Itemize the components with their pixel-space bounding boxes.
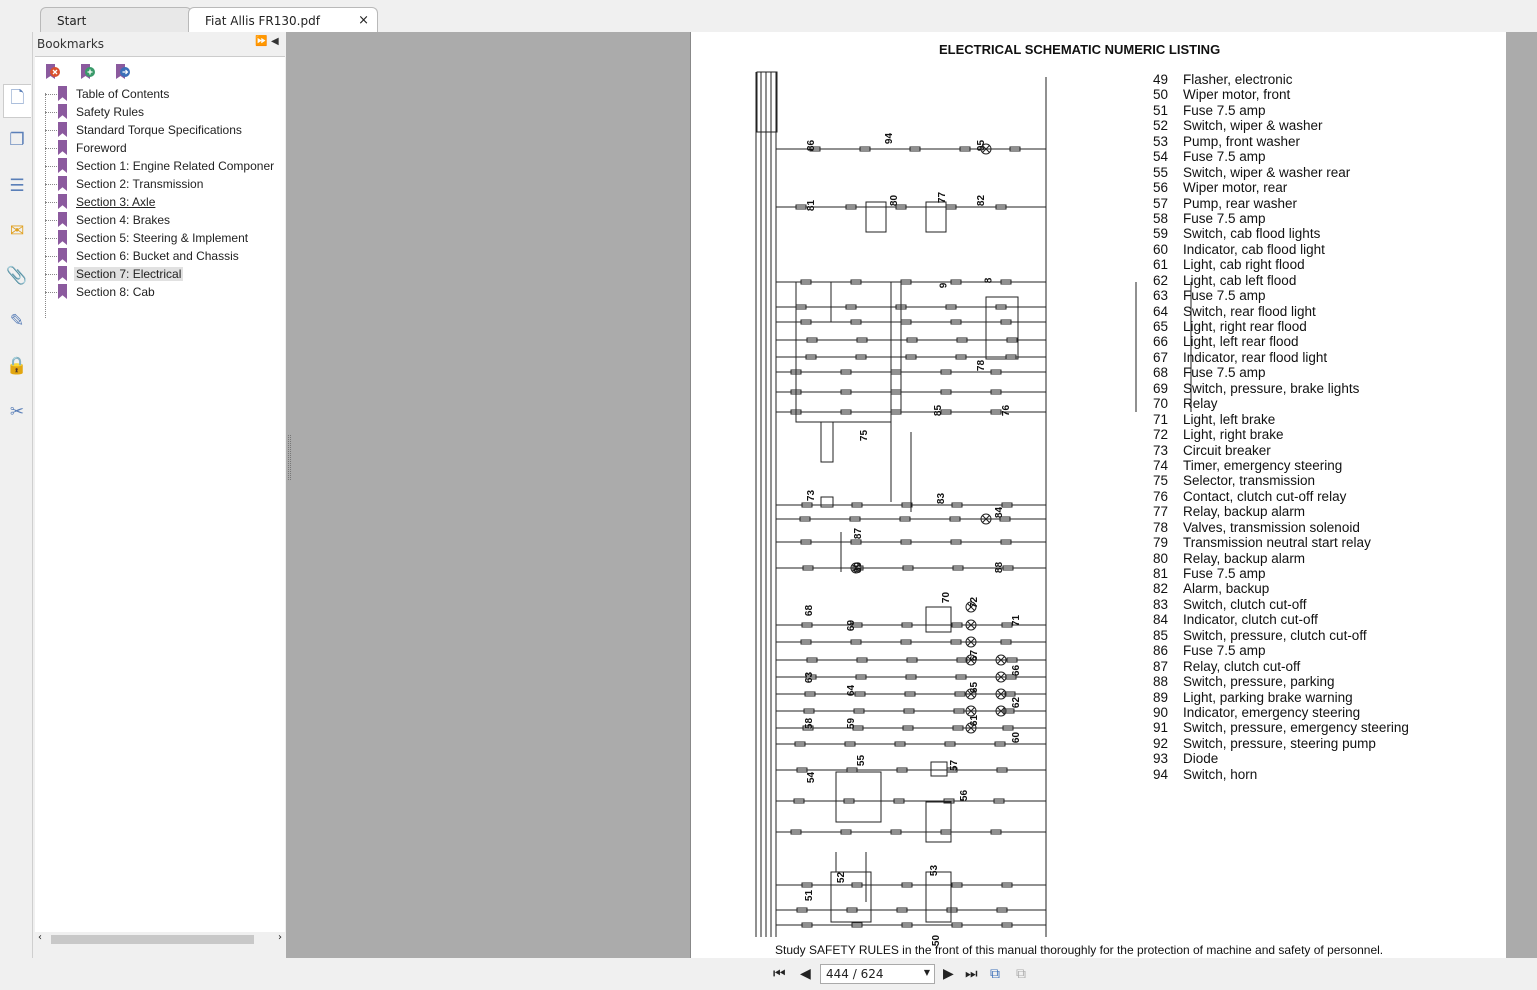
bookmark-icon	[58, 230, 67, 245]
component-number: 78	[1152, 519, 1168, 535]
attachment-icon[interactable]: 📎	[6, 266, 28, 286]
component-number: 60	[1152, 241, 1168, 257]
navigation-toolbar	[0, 958, 1537, 990]
listing-row	[1146, 597, 1466, 612]
component-number: 75	[1152, 473, 1168, 489]
component-number: 89	[1152, 689, 1168, 705]
schematic-component-label: 85	[933, 404, 945, 417]
bookmark-icon	[58, 284, 67, 299]
listing-row	[1146, 751, 1466, 766]
component-description: Relay	[1183, 396, 1218, 412]
listing-row	[1146, 196, 1466, 211]
schematic-component-label: 65	[969, 681, 981, 694]
component-description: Light, parking brake warning	[1183, 689, 1353, 705]
component-number: 63	[1152, 288, 1168, 304]
schematic-component-label: 58	[804, 717, 816, 730]
component-description: Relay, backup alarm	[1183, 550, 1306, 566]
tab-document[interactable]	[188, 7, 378, 32]
listing-row	[1146, 165, 1466, 180]
schematic-component-label: 61	[969, 714, 981, 727]
component-number: 57	[1152, 195, 1168, 211]
last-page-button[interactable]: ⏭	[965, 966, 978, 982]
bookmark-label: Section 8: Cab	[76, 285, 155, 299]
component-description: Wiper motor, front	[1183, 87, 1291, 103]
component-number: 72	[1152, 427, 1168, 443]
schematic-component-label: 56	[959, 789, 971, 802]
component-number: 56	[1152, 180, 1168, 196]
chevron-down-icon[interactable]: ▼	[923, 968, 930, 977]
delete-bookmark-icon[interactable]	[45, 64, 59, 80]
schematic-component-label: 55	[856, 754, 868, 767]
panel-splitter[interactable]	[288, 435, 291, 480]
component-number: 55	[1152, 164, 1168, 180]
component-description: Light, right rear flood	[1183, 319, 1307, 334]
component-number: 79	[1152, 535, 1168, 551]
schematic-component-label: 75	[859, 429, 871, 442]
listing-row	[1146, 381, 1466, 396]
component-description: Fuse 7.5 amp	[1183, 210, 1266, 226]
component-description: Light, cab right flood	[1183, 257, 1305, 273]
component-description: Switch, pressure, clutch cut-off	[1183, 627, 1367, 643]
component-number: 90	[1152, 704, 1168, 720]
listing-row	[1146, 118, 1466, 133]
go-to-bookmark-icon[interactable]	[115, 64, 129, 80]
component-number: 67	[1152, 349, 1168, 365]
component-number: 76	[1152, 488, 1168, 504]
listing-row	[1146, 643, 1466, 658]
schematic-component-label: 69	[846, 619, 858, 632]
bookmark-label: Section 2: Transmission	[76, 177, 204, 191]
tab-label: Fiat Allis FR130.pdf	[205, 14, 320, 28]
component-number: 73	[1152, 442, 1168, 458]
component-number: 54	[1152, 149, 1168, 165]
component-description: Light, right brake	[1183, 427, 1284, 443]
component-number: 66	[1152, 334, 1168, 350]
listing-row	[1146, 458, 1466, 473]
component-number: 69	[1152, 380, 1168, 396]
component-description: Switch, rear flood light	[1183, 303, 1316, 319]
numeric-listing	[1146, 72, 1466, 782]
schematic-component-label: 95	[976, 139, 988, 152]
listing-row	[1146, 443, 1466, 458]
bookmark-icon	[58, 212, 67, 227]
component-description: Switch, clutch cut-off	[1183, 596, 1307, 612]
listing-row	[1146, 628, 1466, 643]
listing-row	[1146, 103, 1466, 118]
component-number: 88	[1152, 674, 1168, 690]
component-number: 70	[1152, 396, 1168, 412]
component-number: 81	[1152, 566, 1168, 581]
component-number: 52	[1152, 118, 1168, 134]
listing-row	[1146, 659, 1466, 674]
component-number: 85	[1152, 627, 1168, 643]
component-description: Fuse 7.5 amp	[1183, 365, 1266, 381]
listing-row	[1146, 566, 1466, 581]
component-number: 58	[1152, 210, 1168, 226]
schematic-component-label: 63	[804, 671, 816, 684]
schematic-component-label: 94	[884, 132, 896, 145]
component-description: Switch, wiper & washer rear	[1183, 164, 1351, 180]
component-description: Fuse 7.5 amp	[1183, 288, 1266, 304]
listing-row	[1146, 551, 1466, 566]
schematic-component-label: 82	[976, 194, 988, 207]
component-description: Indicator, emergency steering	[1183, 704, 1361, 720]
component-description: Fuse 7.5 amp	[1183, 102, 1266, 118]
schematic-component-label: 89	[853, 561, 865, 574]
bookmark-icon	[58, 248, 67, 263]
panel-title: Bookmarks	[37, 37, 105, 51]
side-icon-rail	[0, 32, 33, 958]
schematic-component-label: 8	[983, 277, 995, 284]
collapse-panel-icon[interactable]: ◀	[271, 36, 279, 47]
component-description: Switch, wiper & washer	[1183, 118, 1323, 134]
bookmarks-panel	[33, 32, 285, 958]
component-number: 59	[1152, 226, 1168, 242]
component-description: Fuse 7.5 amp	[1183, 643, 1266, 659]
schematic-component-label: 9	[938, 282, 950, 289]
listing-row	[1146, 242, 1466, 257]
component-description: Alarm, backup	[1183, 581, 1270, 597]
schematic-component-label: 87	[853, 527, 865, 540]
page-number-value: 444 / 624	[826, 967, 884, 981]
listing-row	[1146, 412, 1466, 427]
bookmark-label: Section 5: Steering & Implement	[76, 231, 249, 245]
bookmark-label: Section 6: Bucket and Chassis	[76, 249, 239, 263]
bookmark-icon	[58, 104, 67, 119]
component-description: Switch, pressure, emergency steering	[1183, 720, 1409, 736]
listing-row	[1146, 134, 1466, 149]
component-number: 51	[1152, 102, 1168, 118]
component-number: 62	[1152, 272, 1168, 288]
vertical-scroll-area[interactable]	[1506, 32, 1537, 958]
listing-row	[1146, 350, 1466, 365]
bookmark-label: Safety Rules	[76, 105, 145, 119]
component-number: 91	[1152, 720, 1168, 736]
listing-row	[1146, 396, 1466, 411]
component-description: Indicator, cab flood light	[1183, 241, 1325, 257]
pdf-page	[690, 32, 1506, 958]
component-number: 87	[1152, 658, 1168, 674]
tab-label: Start	[57, 14, 87, 28]
listing-row	[1146, 304, 1466, 319]
schematic-component-label: 84	[994, 506, 1006, 519]
first-page-button[interactable]: ⏮	[773, 966, 786, 982]
listing-row	[1146, 504, 1466, 519]
schematic-component-label: 83	[936, 492, 948, 505]
expand-panel-icon[interactable]: ⏩	[255, 36, 268, 47]
listing-row	[1146, 581, 1466, 596]
component-description: Fuse 7.5 amp	[1183, 149, 1266, 165]
listing-row	[1146, 720, 1466, 735]
listing-row	[1146, 365, 1466, 380]
lock-icon[interactable]: 🔒	[6, 356, 28, 376]
component-number: 50	[1152, 87, 1168, 103]
listing-row	[1146, 690, 1466, 705]
bookmark-icon	[58, 176, 67, 191]
component-description: Contact, clutch cut-off relay	[1183, 488, 1347, 504]
component-number: 94	[1152, 766, 1168, 782]
listing-row	[1146, 535, 1466, 550]
page-footer-text: Study SAFETY RULES in the front of this manual thoroughly for the protection of machine and safety of personnel.	[775, 943, 1384, 957]
schematic-component-label: 66	[1011, 664, 1023, 677]
layers-icon[interactable]: ☰	[9, 176, 25, 196]
horizontal-scrollbar[interactable]: ‹ ›	[35, 932, 285, 946]
component-description: Diode	[1183, 751, 1219, 767]
component-number: 77	[1152, 504, 1168, 520]
schematic-component-label: 78	[976, 359, 988, 372]
add-bookmark-icon[interactable]	[80, 64, 94, 80]
listing-row	[1146, 273, 1466, 288]
schematic-component-label: 53	[929, 864, 941, 877]
listing-row	[1146, 705, 1466, 720]
component-number: 68	[1152, 365, 1168, 381]
bookmark-icon	[58, 122, 67, 137]
schematic-component-label: 73	[806, 489, 818, 502]
listing-row	[1146, 288, 1466, 303]
schematic-component-label: 88	[994, 561, 1006, 574]
bookmark-icon	[58, 86, 67, 101]
bookmark-icon	[58, 266, 67, 281]
component-description: Switch, cab flood lights	[1183, 226, 1321, 242]
bookmark-tree	[35, 56, 285, 946]
bookmark-label: Foreword	[76, 141, 127, 155]
bookmark-icon	[58, 140, 67, 155]
component-description: Timer, emergency steering	[1183, 457, 1343, 473]
schematic-component-label: 71	[1011, 614, 1023, 627]
component-number: 53	[1152, 133, 1168, 149]
component-number: 82	[1152, 581, 1168, 597]
bookmark-label: Section 7: Electrical	[76, 267, 182, 281]
component-description: Pump, rear washer	[1183, 195, 1298, 211]
listing-row	[1146, 211, 1466, 226]
schematic-component-label: 67	[969, 649, 981, 662]
next-view-icon[interactable]: ⧉	[1016, 966, 1026, 982]
component-description: Switch, pressure, brake lights	[1183, 380, 1360, 396]
listing-row	[1146, 489, 1466, 504]
component-description: Wiper motor, rear	[1183, 180, 1288, 196]
schematic-component-label: 81	[806, 199, 818, 212]
comments-icon[interactable]: ✉	[9, 221, 25, 241]
component-description: Indicator, clutch cut-off	[1183, 612, 1318, 628]
listing-row	[1146, 334, 1466, 349]
schematic-component-label: 64	[846, 684, 858, 697]
schematic-component-label: 76	[1001, 404, 1013, 417]
page-title: ELECTRICAL SCHEMATIC NUMERIC LISTING	[939, 42, 1221, 57]
component-description: Light, left brake	[1183, 411, 1276, 427]
listing-row	[1146, 87, 1466, 102]
schematic-component-label: 50	[931, 934, 943, 947]
listing-row	[1146, 736, 1466, 751]
next-page-button[interactable]: ▶	[943, 966, 954, 982]
page-number-input[interactable]	[820, 964, 935, 984]
component-number: 65	[1152, 319, 1168, 334]
component-description: Light, cab left flood	[1183, 272, 1297, 288]
component-number: 49	[1152, 72, 1168, 87]
component-description: Transmission neutral start relay	[1183, 535, 1371, 551]
tools-icon[interactable]: ✂	[9, 402, 25, 422]
component-description: Valves, transmission solenoid	[1183, 519, 1360, 535]
component-number: 80	[1152, 550, 1168, 566]
listing-row	[1146, 319, 1466, 334]
listing-row	[1146, 612, 1466, 627]
component-description: Switch, pressure, steering pump	[1183, 735, 1376, 751]
bookmark-label: Section 4: Brakes	[76, 213, 171, 227]
close-tab-button[interactable]: ×	[358, 13, 369, 28]
listing-row	[1146, 180, 1466, 195]
listing-row	[1146, 473, 1466, 488]
component-number: 61	[1152, 257, 1168, 273]
listing-row	[1146, 674, 1466, 689]
schematic-component-label: 72	[969, 596, 981, 609]
component-description: Flasher, electronic	[1183, 72, 1293, 87]
component-description: Fuse 7.5 amp	[1183, 566, 1266, 581]
schematic-component-label: 51	[804, 889, 816, 902]
schematic-component-label: 60	[1011, 731, 1023, 744]
component-description: Circuit breaker	[1183, 442, 1271, 458]
previous-page-button[interactable]: ◀	[800, 966, 811, 982]
component-number: 86	[1152, 643, 1168, 659]
bookmark-label: Section 1: Engine Related Componer	[76, 159, 275, 173]
listing-row	[1146, 257, 1466, 272]
schematic-component-label: 80	[889, 194, 901, 207]
listing-row	[1146, 520, 1466, 535]
bookmark-icon	[58, 194, 67, 209]
schematic-component-label: 57	[949, 759, 961, 772]
page-thumbnail-bookmark-icon[interactable]: 🗋	[3, 84, 31, 118]
component-description: Selector, transmission	[1183, 473, 1316, 489]
component-number: 84	[1152, 612, 1168, 628]
component-number: 71	[1152, 411, 1168, 427]
bookmark-label: Table of Contents	[76, 87, 170, 101]
component-description: Pump, front washer	[1183, 133, 1301, 149]
listing-row	[1146, 226, 1466, 241]
schematic-component-label: 59	[846, 717, 858, 730]
tab-bar	[0, 0, 1537, 32]
component-description: Switch, pressure, parking	[1183, 674, 1335, 690]
previous-view-icon[interactable]: ⧉	[990, 966, 1000, 982]
component-number: 83	[1152, 596, 1168, 612]
listing-row	[1146, 72, 1466, 87]
listing-row	[1146, 767, 1466, 782]
schematic-component-label: 62	[1011, 696, 1023, 709]
bookmark-label: Section 3: Axle	[76, 195, 156, 209]
listing-row	[1146, 427, 1466, 442]
component-description: Switch, horn	[1183, 766, 1258, 782]
schematic-component-label: 68	[804, 604, 816, 617]
bookmark-label: Standard Torque Specifications	[76, 123, 242, 137]
bookmark-icon	[58, 158, 67, 173]
component-number: 74	[1152, 457, 1168, 473]
signature-icon[interactable]: ✎	[9, 311, 25, 331]
component-description: Light, left rear flood	[1183, 334, 1299, 350]
component-description: Indicator, rear flood light	[1183, 349, 1328, 365]
listing-row	[1146, 149, 1466, 164]
pages-icon[interactable]: ❐	[9, 130, 25, 150]
schematic-component-label: 86	[806, 139, 818, 152]
schematic-component-label: 52	[836, 871, 848, 884]
schematic-component-label: 77	[937, 191, 949, 204]
component-number: 93	[1152, 751, 1168, 767]
component-number: 92	[1152, 735, 1168, 751]
tab-start[interactable]	[40, 7, 192, 32]
component-description: Relay, backup alarm	[1183, 504, 1306, 520]
component-description: Relay, clutch cut-off	[1183, 658, 1301, 674]
schematic-component-label: 54	[806, 771, 818, 784]
component-number: 64	[1152, 303, 1168, 319]
schematic-component-label: 70	[941, 591, 953, 604]
